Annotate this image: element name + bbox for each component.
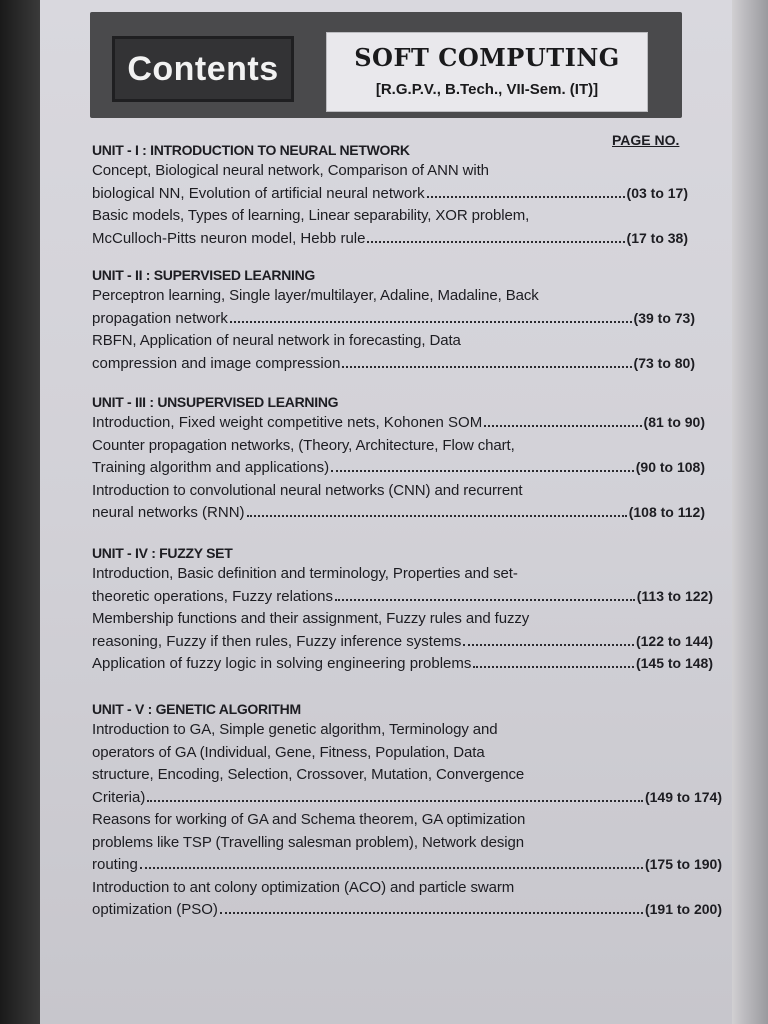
entry-text: Criteria) bbox=[92, 788, 146, 806]
entry-line: operators of GA (Individual, Gene, Fitness, Population, Data bbox=[92, 743, 485, 761]
entry-text: Introduction, Fixed weight competitive nets, Kohonen SOM bbox=[92, 414, 483, 431]
unit-heading: UNIT - III : UNSUPERVISED LEARNING bbox=[92, 394, 339, 410]
unit-heading: UNIT - V : GENETIC ALGORITHM bbox=[92, 701, 301, 717]
entry-line: Perceptron learning, Single layer/multilayer, Adaline, Madaline, Back bbox=[92, 287, 539, 304]
entry-line: Introduction to GA, Simple genetic algorithm, Terminology and bbox=[92, 721, 498, 738]
entry-text: neural networks (RNN) bbox=[92, 504, 245, 521]
page-range: (108 to 112) bbox=[628, 504, 705, 520]
book-subtitle: [R.G.P.V., B.Tech., VII-Sem. (IT)] bbox=[375, 81, 599, 98]
unit-heading: UNIT - IV : FUZZY SET bbox=[92, 545, 233, 561]
toc-entry bbox=[92, 789, 722, 806]
page-range: (39 to 73) bbox=[633, 309, 695, 326]
entry-text: reasoning, Fuzzy if then rules, Fuzzy inference systems bbox=[92, 632, 462, 650]
entry-line: RBFN, Application of neural network in forecasting, Data bbox=[92, 332, 461, 349]
toc-entry bbox=[92, 310, 695, 327]
leader-dots bbox=[247, 515, 627, 517]
toc-entry bbox=[92, 355, 695, 372]
page-range: (90 to 108) bbox=[635, 459, 705, 475]
leader-dots bbox=[342, 366, 631, 368]
leader-dots bbox=[147, 800, 643, 802]
title-box bbox=[326, 32, 648, 112]
contents-header bbox=[90, 12, 682, 118]
background-right bbox=[728, 0, 768, 1024]
page-range: (17 to 38) bbox=[626, 229, 688, 246]
entry-text: routing bbox=[92, 856, 138, 873]
toc-entry bbox=[92, 414, 705, 431]
entry-line: structure, Encoding, Selection, Crossover, Mutation, Convergence bbox=[92, 766, 525, 783]
entry-text: theoretic operations, Fuzzy relations bbox=[92, 587, 333, 605]
leader-dots bbox=[140, 867, 643, 869]
page-range: (113 to 122) bbox=[636, 587, 713, 604]
page-range: (122 to 144) bbox=[635, 632, 713, 649]
page-range: (191 to 200) bbox=[644, 901, 722, 917]
toc-entry bbox=[92, 856, 722, 873]
entry-text: Training algorithm and applications) bbox=[92, 459, 330, 476]
entry-line: Membership functions and their assignment, Fuzzy rules and fuzzy bbox=[92, 610, 530, 627]
toc-entry bbox=[92, 459, 705, 476]
toc-entry bbox=[92, 588, 713, 605]
leader-dots bbox=[230, 321, 632, 323]
toc-entry bbox=[92, 655, 713, 672]
entry-text: Application of fuzzy logic in solving engineering problems bbox=[92, 655, 472, 672]
entry-line: Concept, Biological neural network, Comparison of ANN with bbox=[92, 162, 489, 179]
toc-entry bbox=[92, 185, 688, 202]
entry-text: biological NN, Evolution of artificial neural network bbox=[92, 184, 425, 202]
entry-line: Reasons for working of GA and Schema theorem, GA optimization bbox=[92, 811, 526, 828]
entry-line: problems like TSP (Travelling salesman problem), Network design bbox=[92, 833, 524, 851]
page-range: (145 to 148) bbox=[635, 655, 713, 671]
unit-heading: UNIT - I : INTRODUCTION TO NEURAL NETWORK bbox=[92, 142, 410, 158]
page-range: (81 to 90) bbox=[643, 414, 705, 430]
page-range: (175 to 190) bbox=[644, 856, 722, 872]
toc-entry bbox=[92, 633, 713, 650]
background-left bbox=[0, 0, 40, 1024]
unit-heading: UNIT - II : SUPERVISED LEARNING bbox=[92, 267, 316, 283]
entry-line: Introduction, Basic definition and terminology, Properties and set- bbox=[92, 565, 518, 582]
entry-text: propagation network bbox=[92, 309, 228, 327]
entry-line: Basic models, Types of learning, Linear separability, XOR problem, bbox=[92, 207, 530, 224]
book-title: SOFT COMPUTING bbox=[354, 43, 620, 72]
contents-label: Contents bbox=[127, 49, 279, 88]
contents-label-box bbox=[112, 36, 294, 102]
entry-line: Introduction to ant colony optimization (ACO) and particle swarm bbox=[92, 878, 515, 896]
entry-text: compression and image compression bbox=[92, 354, 341, 372]
page-range: (03 to 17) bbox=[626, 184, 688, 201]
entry-line: Counter propagation networks, (Theory, Architecture, Flow chart, bbox=[92, 436, 515, 454]
leader-dots bbox=[484, 425, 641, 427]
leader-dots bbox=[473, 666, 634, 668]
leader-dots bbox=[220, 912, 643, 914]
entry-text: optimization (PSO) bbox=[92, 901, 218, 918]
entry-line: Introduction to convolutional neural networks (CNN) and recurrent bbox=[92, 481, 523, 499]
leader-dots bbox=[331, 470, 634, 472]
page-no-header: PAGE NO. bbox=[612, 132, 680, 148]
entry-text: McCulloch-Pitts neuron model, Hebb rule bbox=[92, 229, 366, 247]
leader-dots bbox=[463, 644, 634, 646]
toc-entry bbox=[92, 230, 688, 247]
toc-entry bbox=[92, 901, 722, 918]
page-range: (73 to 80) bbox=[633, 354, 695, 371]
leader-dots bbox=[367, 241, 624, 243]
leader-dots bbox=[427, 196, 625, 198]
leader-dots bbox=[335, 599, 635, 601]
toc-entry bbox=[92, 504, 705, 521]
contents-page bbox=[40, 0, 732, 1024]
page-range: (149 to 174) bbox=[644, 788, 722, 805]
